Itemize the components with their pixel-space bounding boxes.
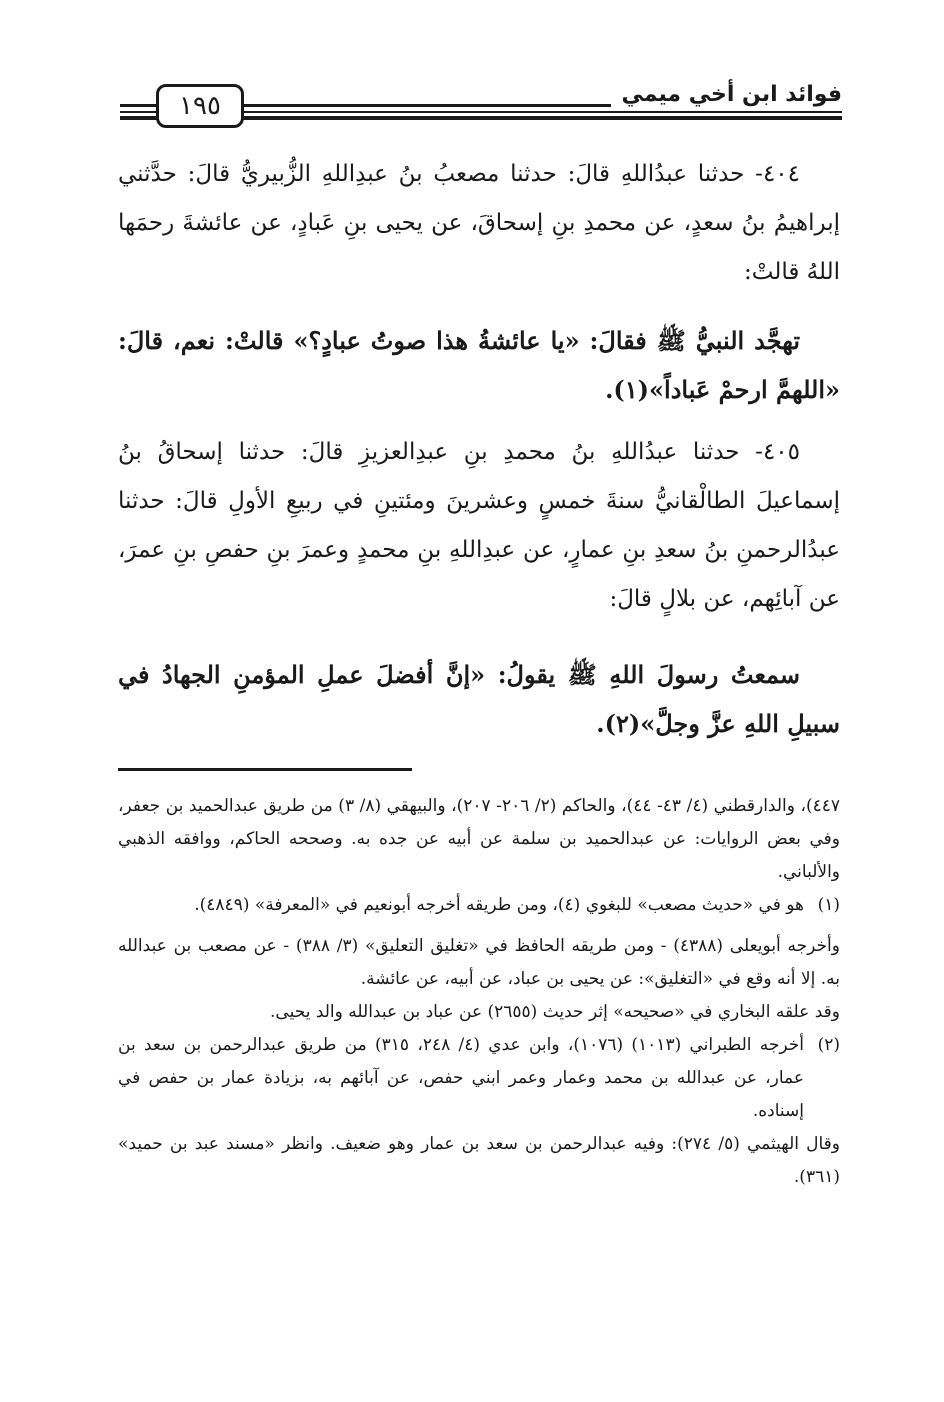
hadith-405-text (118, 650, 840, 748)
hadith-404-text (118, 316, 840, 414)
hadith-405-matn: سمعتُ رسولَ اللهِ ﷺ يقولُ: «إنَّ أفضلَ عملِ المؤمنِ الجهادُ في سبيلِ اللهِ عزَّ وجلَّ»(٢). (118, 660, 840, 738)
footnote-1-para-2: وأخرجه أبويعلى (٤٣٨٨) - ومن طريقه الحافظ في «تغليق التعليق» (٣/ ٣٨٨) - عن مصعب بن عبدالله به. إلا أنه وقع في «التغليق»: عن يحيى بن عباد، عن أبيه، عن عائشة. (118, 936, 840, 989)
hadith-405 (118, 428, 840, 624)
footnote-2-number: (٢) (817, 1035, 840, 1055)
footnote-1-number: (١) (817, 895, 840, 915)
footnote-2-text: أخرجه الطبراني (١٠١٣) (١٠٧٦)، وابن عدي (٤/ ٢٤٨، ٣١٥) من طريق عبدالرحمن بن سعد بن عمار، عن عبدالله بن محمد وعمار وعمر ابني حفص، عن آبائهم به، بزيادة عمار بن حفص في إسناده. (118, 1035, 804, 1121)
page-number: ١٩٥ (156, 84, 244, 128)
footnote-1-text: هو في «حديث مصعب» للبغوي (٤)، ومن طريقه أخرجه أبونعيم في «المعرفة» (٤٨٤٩). (194, 895, 804, 915)
hadith-404-isnad: ٤٠٤- حدثنا عبدُاللهِ قالَ: حدثنا مصعبُ بنُ عبدِاللهِ الزُّبيريُّ قالَ: حدَّثني إبراهيمُ بنُ سعدٍ، عن محمدِ بنِ إسحاقَ، عن يحيى بنِ عَبادٍ، عن عائشةَ رحمَها اللهُ قالتْ: (118, 161, 840, 285)
footnote-1-para-3: وقد علقه البخاري في «صحيحه» إثر حديث (٢٦٥٥) عن عباد بن عبدالله والد يحيى. (270, 1002, 840, 1022)
hadith-405-isnad: ٤٠٥- حدثنا عبدُاللهِ بنُ محمدِ بنِ عبدِالعزيزِ قالَ: حدثنا إسحاقُ بنُ إسماعيلَ الطالْقانيُّ سنةَ خمسٍ وعشرينَ ومئتينِ في ربيعِ الأولِ قالَ: حدثنا عبدُالرحمنِ بنُ سعدِ بنِ عمارٍ، عن عبدِاللهِ بنِ محمدٍ وعمرَ بنِ حفصِ بنِ عمرَ، عن آبائِهم، عن بلالٍ قالَ: (118, 439, 840, 612)
footnote-1 (118, 889, 840, 922)
book-title: فوائد ابن أخي ميمي (611, 82, 842, 107)
footnote-2 (118, 1029, 840, 1128)
footnote-continuation: ٤٤٧)، والدارقطني (٤/ ٤٣- ٤٤)، والحاكم (٢/ ٢٠٦- ٢٠٧)، والبيهقي (٨/ ٣) من طريق عبدالحميد بن جعفر، وفي بعض الروايات: عن عبدالحميد بن سلمة عن أبيه عن جده به. وصححه الحاكم، ووافقه الذهبي والألباني. (118, 796, 841, 882)
footnotes (118, 790, 840, 1194)
hadith-404 (118, 150, 840, 297)
running-header (120, 78, 842, 134)
footnote-separator (118, 768, 412, 771)
footnote-2-para-2: وقال الهيثمي (٥/ ٢٧٤): وفيه عبدالرحمن بن سعد بن عمار وهو ضعيف. وانظر «مسند عبد بن حميد» (٣٦١). (118, 1134, 840, 1187)
hadith-404-matn: تهجَّد النبيُّ ﷺ فقالَ: «يا عائشةُ هذا صوتُ عبادٍ؟» قالتْ: نعم، قالَ: «اللهمَّ ارحمْ عَباداً»(١). (118, 326, 840, 404)
